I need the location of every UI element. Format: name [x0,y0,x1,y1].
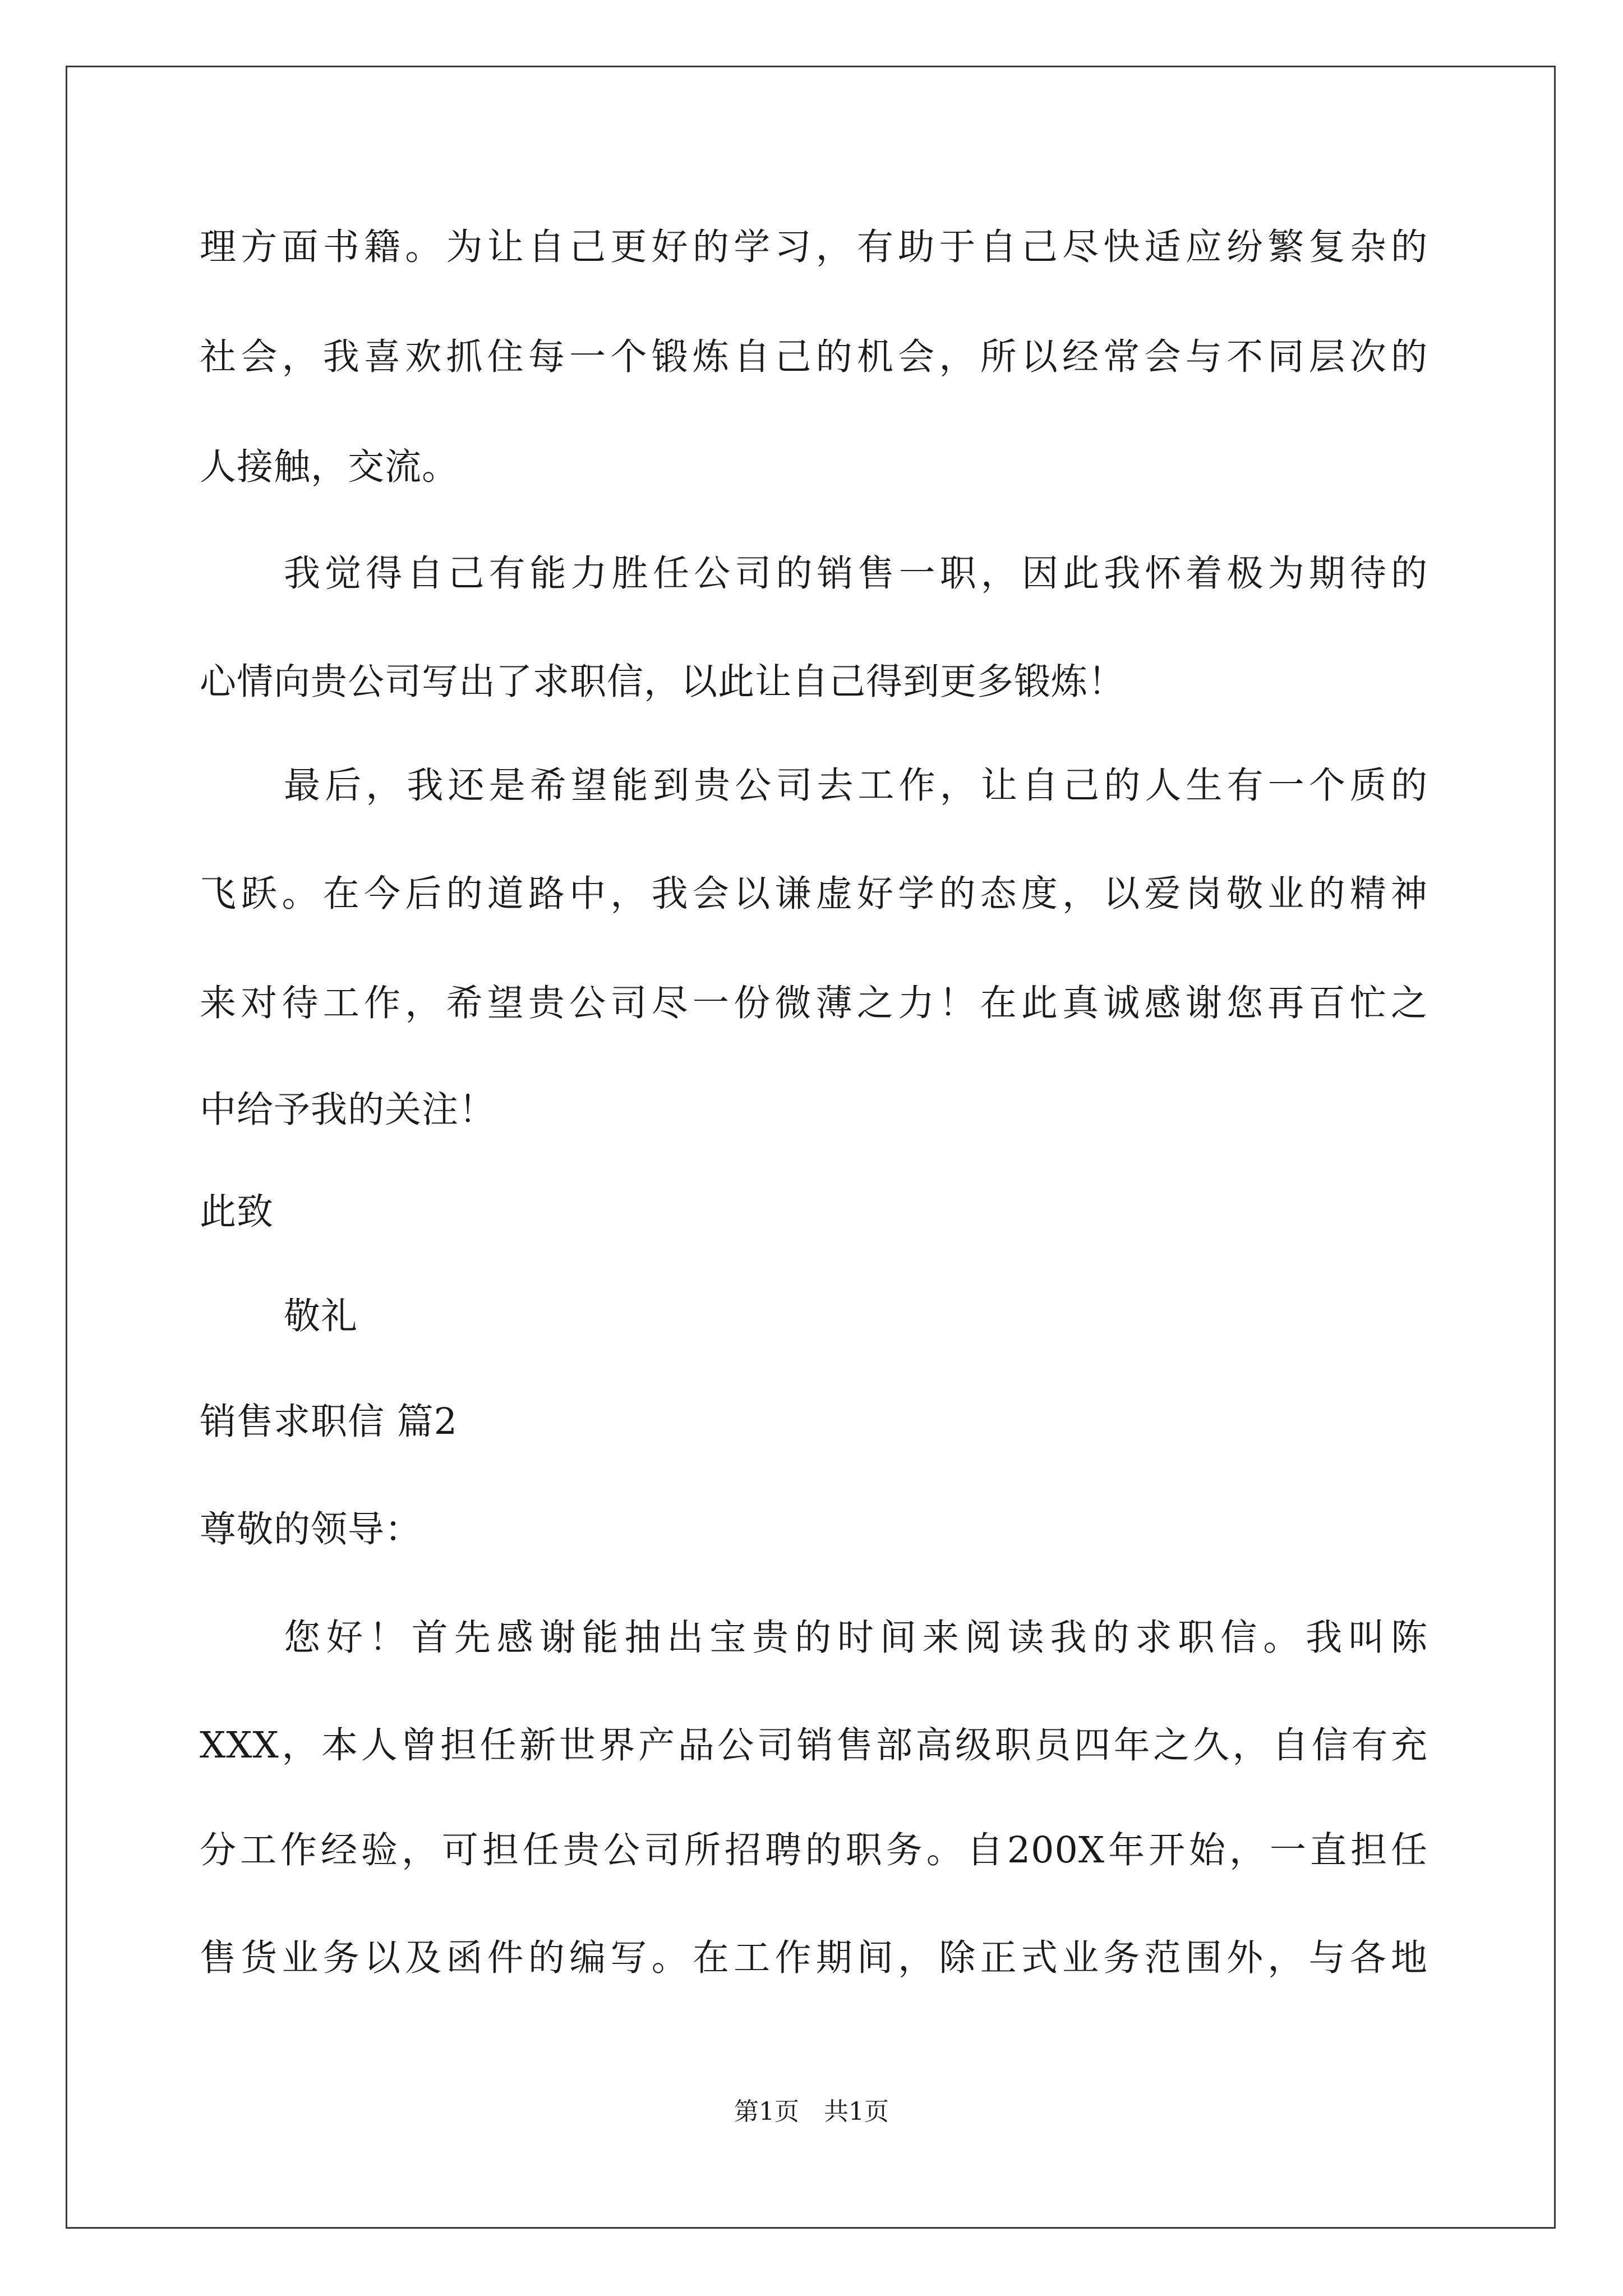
text-line-6: 最后，我还是希望能到贵公司去工作，让自己的人生有一个质的 [284,765,1428,807]
salutation-regards: 敬礼 [284,1295,358,1337]
text-line-14: 您好！首先感谢能抽出宝贵的时间来阅读我的求职信。我叫陈 [284,1617,1428,1659]
text-line-3: 人接触，交流。 [200,446,459,488]
text-line-1: 理方面书籍。为让自己更好的学习，有助于自己尽快适应纷繁复杂的 [200,226,1428,268]
page-footer: 第1页 共1页 [734,2097,889,2126]
text-line-2: 社会，我喜欢抓住每一个锻炼自己的机会，所以经常会与不同层次的 [200,336,1428,378]
text-line-7: 飞跃。在今后的道路中，我会以谦虚好学的态度，以爱岗敬业的精神 [200,873,1428,915]
section-title: 销售求职信 篇2 [200,1401,458,1443]
greeting: 尊敬的领导： [200,1508,422,1550]
text-line-9: 中给予我的关注！ [200,1089,496,1131]
salutation-closing: 此致 [200,1191,274,1233]
text-line-17: 售货业务以及函件的编写。在工作期间，除正式业务范围外，与各地 [200,1937,1428,1979]
page-border [66,66,1556,2229]
text-line-8: 来对待工作，希望贵公司尽一份微薄之力！在此真诚感谢您再百忙之 [200,982,1428,1024]
text-line-5: 心情向贵公司写出了求职信，以此让自己得到更多锻炼！ [200,661,1126,703]
text-line-15: XXX，本人曾担任新世界产品公司销售部高级职员四年之久，自信有充 [200,1724,1428,1766]
text-line-16: 分工作经验，可担任贵公司所招聘的职务。自200X年开始，一直担任 [200,1829,1428,1871]
text-line-4: 我觉得自己有能力胜任公司的销售一职，因此我怀着极为期待的 [284,553,1428,595]
